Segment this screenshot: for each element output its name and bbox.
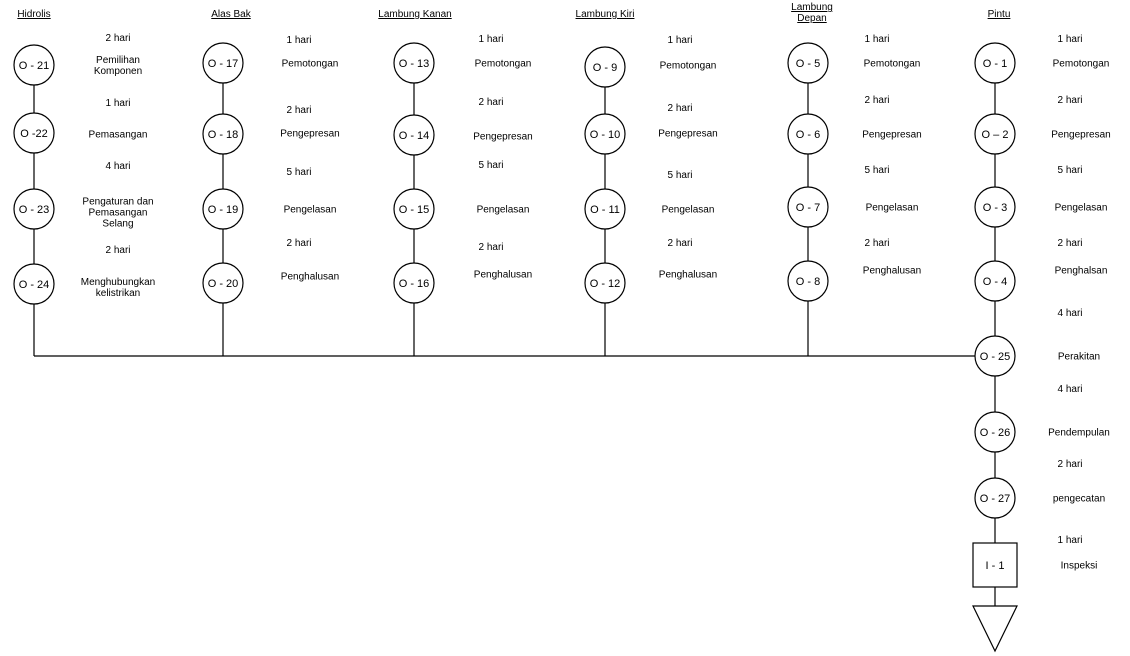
operation-duration: 2 hari (105, 245, 131, 256)
operation-id: O - 16 (398, 278, 430, 290)
operation-duration: 2 hari (667, 103, 693, 114)
operation-name: Komponen (93, 66, 143, 77)
operation-id: O - 23 (18, 204, 50, 216)
operation-duration: 4 hari (1057, 384, 1083, 395)
operation-id: O - 4 (982, 276, 1008, 288)
operation-name: Pendempulan (1048, 427, 1110, 439)
operation-name: kelistrikan (95, 288, 141, 299)
operation-name: Pemotongan (659, 60, 717, 72)
operation-name: Pemasangan (88, 129, 148, 141)
operation-name: Pemotongan (1052, 58, 1110, 70)
operation-name: Pengelasan (476, 204, 530, 216)
operation-name: Pengepresan (473, 131, 533, 143)
column-title-lambung-depan: Lambung (791, 2, 833, 13)
operation-duration: 1 hari (105, 98, 131, 109)
operation-id: O - 7 (795, 202, 821, 214)
operation-name: Pemasangan (88, 207, 148, 219)
operation-name: Pengelasan (661, 204, 715, 216)
inspection-id: I - 1 (985, 560, 1005, 572)
operation-name: Pengelasan (1054, 202, 1108, 214)
inspection-name: Inspeksi (1060, 560, 1098, 572)
operation-name: Pemotongan (281, 58, 339, 70)
operation-duration: 1 hari (1057, 34, 1083, 45)
operation-id: O - 24 (18, 279, 50, 291)
operation-id: O - 19 (207, 204, 239, 216)
operation-duration: 5 hari (667, 170, 693, 181)
operation-duration: 5 hari (286, 167, 312, 178)
operation-id: O - 17 (207, 58, 239, 70)
operation-duration: 4 hari (1057, 308, 1083, 319)
operation-duration: 1 hari (286, 35, 312, 46)
column-title-lambung-kanan: Lambung Kanan (378, 9, 452, 20)
operation-duration: 1 hari (667, 35, 693, 46)
operation-id: O - 6 (795, 129, 821, 141)
operation-name: Penghalusan (280, 271, 340, 283)
column-title-lambung-depan: Depan (797, 13, 827, 24)
operation-id: O - 15 (398, 204, 430, 216)
operation-name: Menghubungkan (80, 277, 156, 288)
operation-id: O - 27 (979, 493, 1011, 505)
operation-id: O - 3 (982, 202, 1008, 214)
operation-duration: 2 hari (667, 238, 693, 249)
operation-name: Penghalusan (473, 269, 533, 281)
operation-duration: 2 hari (864, 238, 890, 249)
operation-duration: 5 hari (478, 160, 504, 171)
operation-duration: 2 hari (1057, 459, 1083, 470)
operation-name: Perakitan (1057, 351, 1101, 363)
operation-id: O - 12 (589, 278, 621, 290)
operation-id: O - 25 (979, 351, 1011, 363)
operation-id: O - 26 (979, 427, 1011, 439)
operation-name: Pemotongan (863, 58, 921, 70)
operation-id: O - 1 (982, 58, 1008, 70)
operation-name: Pengelasan (865, 202, 919, 214)
operation-duration: 2 hari (478, 97, 504, 108)
operation-duration: 2 hari (478, 242, 504, 253)
operation-name: Pengelasan (283, 204, 337, 216)
operation-duration: 5 hari (864, 165, 890, 176)
operation-duration: 2 hari (286, 105, 312, 116)
operation-name: pengecatan (1052, 493, 1106, 505)
operation-name: Penghalusan (658, 269, 718, 281)
operation-duration: 2 hari (105, 33, 131, 44)
operation-duration: 1 hari (864, 34, 890, 45)
operation-name: Pengepresan (1051, 129, 1111, 141)
operation-id: O - 10 (589, 129, 621, 141)
operation-id: O - 13 (398, 58, 430, 70)
operation-id: O - 21 (18, 60, 50, 72)
storage-triangle-icon (973, 606, 1017, 651)
column-title-lambung-kiri: Lambung Kiri (575, 9, 635, 20)
operation-id: O - 20 (207, 278, 239, 290)
operation-id: O - 5 (795, 58, 821, 70)
operation-name: Pengepresan (862, 129, 922, 141)
operation-name: Penghalsan (1054, 265, 1108, 277)
operation-name: Pengepresan (658, 128, 718, 140)
operation-duration: 1 hari (1057, 535, 1083, 546)
operation-duration: 1 hari (478, 34, 504, 45)
operation-duration: 2 hari (1057, 238, 1083, 249)
operation-duration: 5 hari (1057, 165, 1083, 176)
operation-name: Pemilihan (96, 55, 140, 66)
operation-name: Selang (102, 218, 134, 230)
operation-name: Penghalusan (862, 265, 922, 277)
operation-id: O - 8 (795, 276, 821, 288)
operation-name: Pemotongan (474, 58, 532, 70)
column-title-hidrolis: Hidrolis (17, 9, 51, 20)
column-title-pintu: Pintu (987, 9, 1011, 20)
operation-id: O - 11 (590, 204, 620, 216)
operation-id: O - 14 (398, 130, 430, 142)
operation-name: Pengaturan dan (82, 196, 154, 208)
column-title-alas-bak: Alas Bak (211, 9, 251, 20)
operation-duration: 2 hari (286, 238, 312, 249)
operation-id: O - 9 (592, 62, 618, 74)
operation-name: Pengepresan (280, 128, 340, 140)
operation-id: O -22 (20, 128, 48, 140)
operation-duration: 2 hari (864, 95, 890, 106)
operation-duration: 2 hari (1057, 95, 1083, 106)
operation-duration: 4 hari (105, 161, 131, 172)
operation-id: O – 2 (981, 129, 1009, 141)
operation-id: O - 18 (207, 129, 239, 141)
